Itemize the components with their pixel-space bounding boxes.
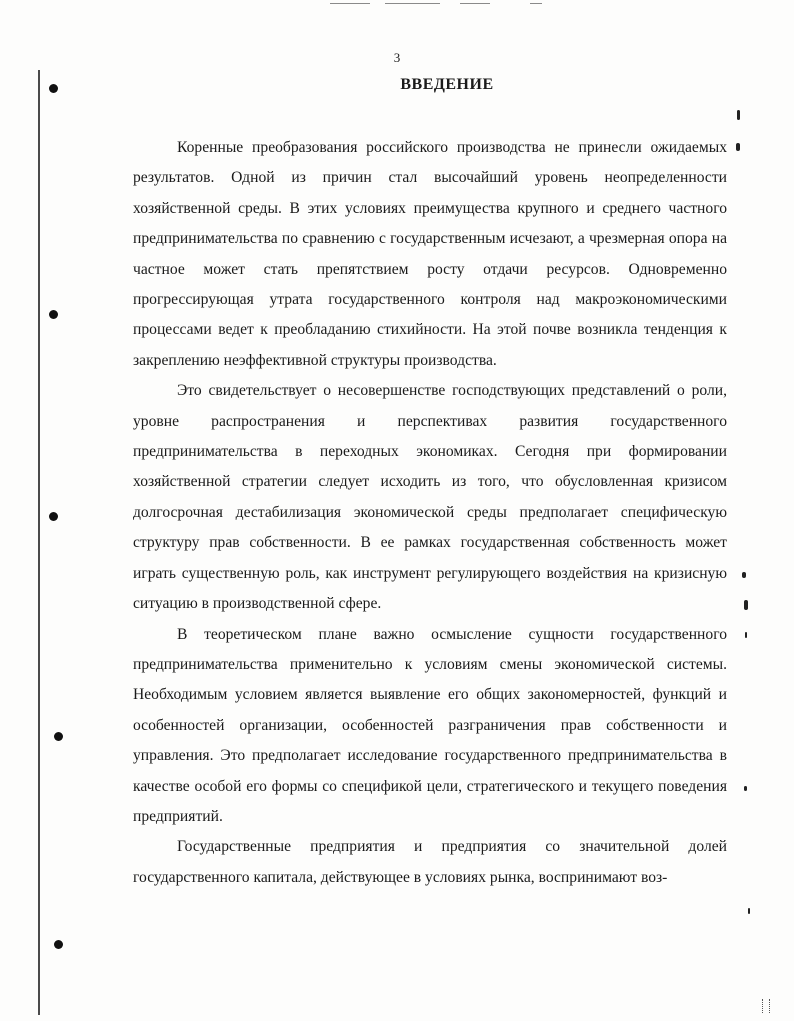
scan-speck (744, 600, 748, 610)
paragraph: Это свидетельствует о несовершенстве господствующих представлений о роли, уровне распространения и перспективах развития государственного предпринимательства в переходных экономиках. Сегодня при формировании хозяйственной стратегии следует исходить из того, что обусловленная кризисом долгосрочная дестабилизация экономической среды предполагает специфическую структуру прав собственности. В ее рамках государственная собственность может играть существенную роль, как инструмент регулирующего воздействия на кризисную ситуацию в производственной сфере. (133, 382, 727, 613)
scan-artifact-bottom (762, 999, 770, 1013)
scan-speck (744, 786, 747, 791)
paragraph: Коренные преобразования российского производства не принесли ожидаемых результатов. Одной из причин стал высочайший уровень неопределенности хозяйственной среды. В этих условиях преимущества крупного и среднего частного предпринимательства по сравнению с государственным исчезают, а чрезмерная опора на частное может стать препятствием росту отдачи ресурсов. Одновременно прогрессирующая утрата государственного контроля над макроэкономическими процессами ведет к преобладанию стихийности. На этой почве возникла тенденция к закреплению неэффективной структуры производства. (133, 139, 727, 369)
paragraph: В теоретическом плане важно осмысление сущности государственного предпринимательства применительно к условиям смены экономической системы. Необходимым условием является выявление его общих закономерностей, функций и особенностей организации, особенностей разграничения прав собственности и управления. Это предполагает исследование государственного предпринимательства в качестве особой его формы со спецификой цели, стратегического и текущего поведения предприятий. (133, 625, 727, 825)
scan-speck (737, 110, 740, 120)
scan-artifact-top (330, 0, 560, 8)
body-text (133, 133, 727, 893)
scan-speck (742, 572, 746, 578)
binding-margin-line (38, 70, 40, 1015)
punch-hole (54, 940, 63, 949)
punch-hole (49, 512, 58, 521)
scan-speck (736, 143, 740, 151)
scan-speck (748, 908, 750, 914)
scan-speck (745, 632, 747, 638)
page-heading: ВВЕДЕНИЕ (400, 76, 494, 93)
page-number: 3 (393, 50, 401, 65)
paragraph: Государственные предприятия и предприятия со значительной долей государственного капитала, действующее в условиях рынка, воспринимают воз- (133, 838, 727, 886)
punch-hole (49, 310, 58, 319)
punch-hole (54, 732, 63, 741)
